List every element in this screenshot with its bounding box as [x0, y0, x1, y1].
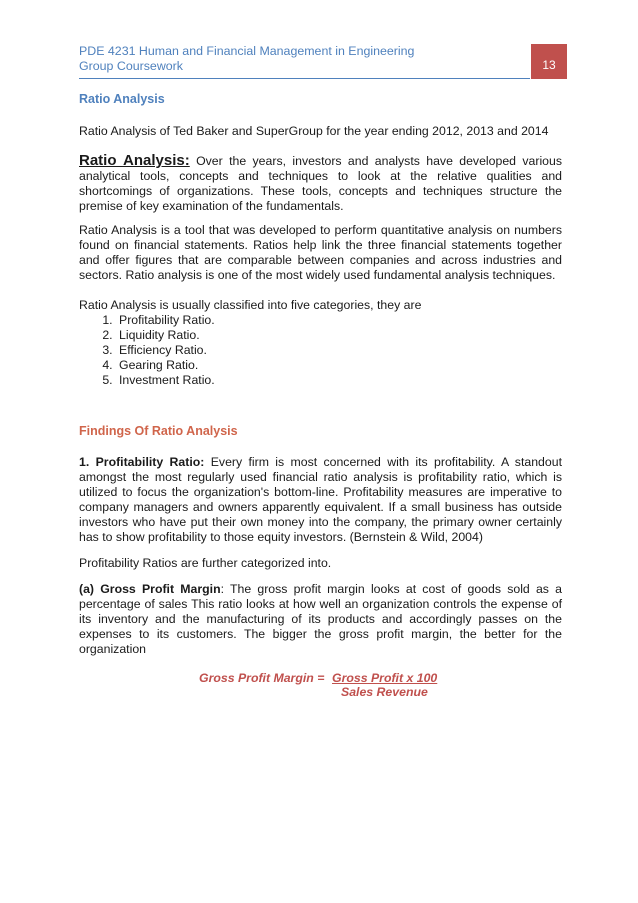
list-item: 3. Efficiency Ratio. — [116, 343, 562, 358]
list-item: 1. Profitability Ratio. — [116, 313, 562, 328]
gpm-paragraph — [79, 582, 562, 657]
header-divider — [79, 78, 530, 79]
gross-profit-margin-formula — [79, 671, 562, 701]
gpm-text: : The gross profit margin looks at cost of goods sold as a percentage of sales This ratio looks at how well an organization controls the expense of its inventory and the manufacturing of its products and accordingly passes on the expenses to its customers. The bigger the gross profit margin, the better for the organization — [79, 582, 562, 656]
profitability-paragraph — [79, 455, 562, 545]
tool-paragraph: Ratio Analysis is a tool that was developed to perform quantitative analysis on numbers found on financial statements. Ratios help link the three financial statements together and offer figures that are comparable between companies and across industries and sectors. Ratio analysis is one of the most widely used fundamental analysis techniques. — [79, 223, 562, 282]
formula-denominator: Sales Revenue — [341, 685, 428, 699]
lead-term: Ratio Analysis: — [79, 152, 190, 169]
running-header — [79, 44, 567, 74]
header-course-title: PDE 4231 Human and Financial Management in Engineering — [79, 44, 415, 58]
list-intro: Ratio Analysis is usually classified into five categories, they are — [79, 298, 422, 312]
list-item: 4. Gearing Ratio. — [116, 358, 562, 373]
page-number: 13 — [542, 58, 556, 72]
definition-paragraph — [79, 153, 562, 214]
gpm-term: (a) Gross Profit Margin — [79, 582, 221, 596]
page-content — [79, 92, 562, 701]
further-paragraph: Profitability Ratios are further categorized into. — [79, 556, 332, 570]
list-item: 5. Investment Ratio. — [116, 373, 562, 388]
formula-lhs: Gross Profit Margin = — [199, 671, 325, 685]
list-item: 2. Liquidity Ratio. — [116, 328, 562, 343]
formula-numerator: Gross Profit x 100 — [332, 671, 438, 685]
profitability-term: 1. Profitability Ratio: — [79, 455, 205, 469]
section-title-findings: Findings Of Ratio Analysis — [79, 424, 238, 438]
lead-text: Over the years, investors and analysts have developed various analytical tools, concepts and techniques to look at the relative qualities and shortcomings of organizations. These tools, concepts and techniques structure the premise of key examination of the fundamentals. — [79, 154, 562, 213]
section-title-ratio-analysis: Ratio Analysis — [79, 92, 165, 106]
page-number-badge — [531, 44, 567, 79]
profitability-text: Every firm is most concerned with its profitability. A standout amongst the most regularly used financial ratio analysis is profitability ratio, which is utilized to focus the organization's bottom-line. Profitability measures are imperative to company managers and owners apparently equivalent. If a small business has outside investors who have put their own money into the company, the primary owner certainly has to show profitability to those equity investors. (Bernstein & Wild, 2004) — [79, 455, 562, 544]
intro-paragraph: Ratio Analysis of Ted Baker and SuperGroup for the year ending 2012, 2013 and 2014 — [79, 124, 549, 138]
header-coursework-label: Group Coursework — [79, 59, 183, 73]
ratio-categories-list — [79, 313, 562, 388]
